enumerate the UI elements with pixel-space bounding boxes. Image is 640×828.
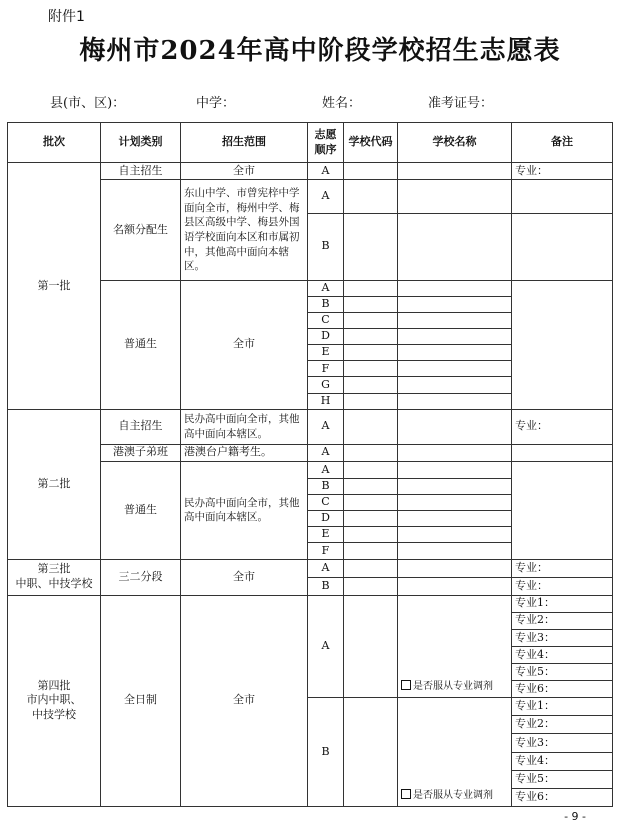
header-row (8, 123, 613, 163)
batch2-hkmo-type: 港澳子弟班 (101, 444, 181, 461)
school-code-cell[interactable] (344, 461, 398, 478)
school-name-cell[interactable] (398, 345, 512, 361)
order-cell: B (308, 577, 344, 595)
header-order-line1: 志愿 (314, 127, 337, 141)
header-plan-type: 计划类别 (101, 123, 181, 163)
school-code-cell[interactable] (344, 345, 398, 361)
school-code-cell[interactable] (344, 479, 398, 495)
batch1-regular-scope: 全市 (181, 280, 308, 409)
order-cell: B (308, 698, 344, 807)
remark-major-cell[interactable]: 专业： (512, 409, 613, 444)
remark-cell[interactable] (512, 280, 613, 409)
remark-cell[interactable] (512, 213, 613, 280)
header-batch: 批次 (8, 123, 101, 163)
order-cell: A (308, 595, 344, 698)
school-code-cell[interactable] (344, 511, 398, 527)
school-code-cell[interactable] (344, 213, 398, 280)
school-field-label: 中学： (196, 96, 236, 111)
batch2-autonomous-type: 自主招生 (101, 409, 181, 444)
batch4-label-line3: 中技学校 (32, 708, 76, 722)
header-school-name: 学校名称 (398, 123, 512, 163)
school-code-cell[interactable] (344, 495, 398, 511)
school-code-cell[interactable] (344, 313, 398, 329)
page-number: - 9 - (564, 810, 586, 823)
order-cell: D (308, 329, 344, 345)
school-name-cell[interactable] (398, 461, 512, 478)
major-cell[interactable]: 专业6： (512, 681, 613, 698)
order-cell: C (308, 495, 344, 511)
major-cell[interactable]: 专业4： (512, 752, 613, 770)
school-name-cell[interactable] (398, 577, 512, 595)
batch3-scope: 全市 (181, 559, 308, 595)
adjust-label: 是否服从专业调剂 (413, 681, 493, 693)
school-name-cell[interactable] (398, 297, 512, 313)
school-code-cell[interactable] (344, 329, 398, 345)
school-name-cell[interactable] (398, 377, 512, 393)
school-name-cell[interactable] (398, 180, 512, 213)
school-code-cell[interactable] (344, 393, 398, 409)
batch3-label-line1: 第三批 (37, 562, 71, 576)
remark-cell[interactable] (512, 444, 613, 461)
school-code-cell[interactable] (344, 698, 398, 807)
order-cell: A (308, 180, 344, 213)
order-cell: C (308, 313, 344, 329)
school-name-cell[interactable] (398, 698, 512, 807)
batch1-label: 第一批 (8, 163, 101, 409)
order-cell: A (308, 461, 344, 478)
order-cell: A (308, 163, 344, 180)
school-code-cell[interactable] (344, 163, 398, 180)
order-cell: F (308, 543, 344, 559)
major-cell[interactable]: 专业1： (512, 595, 613, 612)
order-cell: E (308, 527, 344, 543)
adjust-label: 是否服从专业调剂 (413, 790, 493, 802)
batch2-label: 第二批 (8, 409, 101, 559)
remark-major-cell[interactable]: 专业： (512, 163, 613, 180)
name-field-label: 姓名： (322, 96, 362, 111)
order-cell: A (308, 559, 344, 577)
school-code-cell[interactable] (344, 297, 398, 313)
school-code-cell[interactable] (344, 543, 398, 559)
table-row (8, 559, 613, 577)
school-name-cell[interactable] (398, 361, 512, 377)
school-name-cell[interactable] (398, 213, 512, 280)
order-cell: F (308, 361, 344, 377)
school-name-cell[interactable] (398, 280, 512, 296)
order-cell: A (308, 409, 344, 444)
school-name-cell[interactable] (398, 393, 512, 409)
remark-cell[interactable] (512, 461, 613, 559)
batch1-autonomous-scope: 全市 (181, 163, 308, 180)
header-scope: 招生范围 (181, 123, 308, 163)
major-cell[interactable]: 专业5： (512, 770, 613, 788)
checkbox-icon (401, 680, 411, 690)
batch4-label (8, 595, 101, 806)
school-name-cell[interactable] (398, 444, 512, 461)
school-code-cell[interactable] (344, 595, 398, 698)
major-cell[interactable]: 专业5： (512, 664, 613, 681)
remark-cell[interactable] (512, 180, 613, 213)
batch4-scope: 全市 (181, 595, 308, 806)
school-name-cell[interactable] (398, 329, 512, 345)
major-cell[interactable]: 专业6： (512, 788, 613, 806)
order-cell: B (308, 297, 344, 313)
batch2-autonomous-scope: 民办高中面向全市，其他高中面向本辖区。 (181, 409, 308, 444)
school-code-cell[interactable] (344, 180, 398, 213)
county-field-label: 县(市、区)： (50, 96, 126, 111)
order-cell: D (308, 511, 344, 527)
school-code-cell[interactable] (344, 559, 398, 577)
order-cell: G (308, 377, 344, 393)
header-order (308, 123, 344, 163)
batch2-regular-scope: 民办高中面向全市，其他高中面向本辖区。 (181, 461, 308, 559)
batch3-label (8, 559, 101, 595)
batch4-label-line1: 第四批 (37, 678, 71, 692)
header-remark: 备注 (512, 123, 613, 163)
school-code-cell[interactable] (344, 361, 398, 377)
adjust-checkbox[interactable] (401, 680, 493, 694)
batch1-regular-type: 普通生 (101, 280, 181, 409)
batch4-label-line2: 市内中职、 (26, 693, 82, 707)
major-cell[interactable]: 专业3： (512, 734, 613, 752)
batch2-regular-type: 普通生 (101, 461, 181, 559)
school-name-cell[interactable] (398, 543, 512, 559)
table-row (8, 409, 613, 444)
major-cell[interactable]: 专业4： (512, 646, 613, 663)
order-cell: B (308, 213, 344, 280)
school-name-cell[interactable] (398, 511, 512, 527)
batch1-autonomous-type: 自主招生 (101, 163, 181, 180)
school-code-cell[interactable] (344, 409, 398, 444)
school-code-cell[interactable] (344, 377, 398, 393)
school-name-cell[interactable] (398, 595, 512, 698)
order-cell: A (308, 280, 344, 296)
batch1-quota-scope: 东山中学、市曾宪梓中学面向全市，梅州中学、梅县区高级中学、梅县外国语学校面向本区和市属初中，其他高中面向本辖区。 (181, 180, 308, 281)
school-name-cell[interactable] (398, 559, 512, 577)
school-code-cell[interactable] (344, 577, 398, 595)
order-cell: E (308, 345, 344, 361)
school-name-cell[interactable] (398, 479, 512, 495)
table-row (8, 595, 613, 612)
school-name-cell[interactable] (398, 409, 512, 444)
exam-number-field-label: 准考证号： (428, 96, 494, 111)
checkbox-icon (401, 789, 411, 799)
page-title: 梅州市2024年高中阶段学校招生志愿表 (79, 36, 561, 66)
header-order-line2: 顺序 (314, 142, 337, 156)
order-cell: A (308, 444, 344, 461)
remark-major-cell[interactable]: 专业： (512, 559, 613, 577)
school-name-cell[interactable] (398, 495, 512, 511)
batch2-hkmo-scope: 港澳台户籍考生。 (181, 444, 308, 461)
school-code-cell[interactable] (344, 280, 398, 296)
school-name-cell[interactable] (398, 313, 512, 329)
major-cell[interactable]: 专业3： (512, 629, 613, 646)
batch3-label-line2: 中职、中技学校 (15, 577, 93, 591)
major-cell[interactable]: 专业2： (512, 716, 613, 734)
batch3-type: 三二分段 (101, 559, 181, 595)
adjust-checkbox[interactable] (401, 789, 493, 803)
school-code-cell[interactable] (344, 527, 398, 543)
application-form-table (7, 122, 613, 807)
school-code-cell[interactable] (344, 444, 398, 461)
order-cell: B (308, 479, 344, 495)
header-school-code: 学校代码 (344, 123, 398, 163)
remark-major-cell[interactable]: 专业： (512, 577, 613, 595)
batch4-type: 全日制 (101, 595, 181, 806)
table-row (8, 163, 613, 180)
major-cell[interactable]: 专业2： (512, 612, 613, 629)
attachment-label: 附件1 (48, 9, 85, 25)
school-name-cell[interactable] (398, 527, 512, 543)
order-cell: H (308, 393, 344, 409)
school-name-cell[interactable] (398, 163, 512, 180)
major-cell[interactable]: 专业1： (512, 698, 613, 716)
batch1-quota-type: 名额分配生 (101, 180, 181, 281)
